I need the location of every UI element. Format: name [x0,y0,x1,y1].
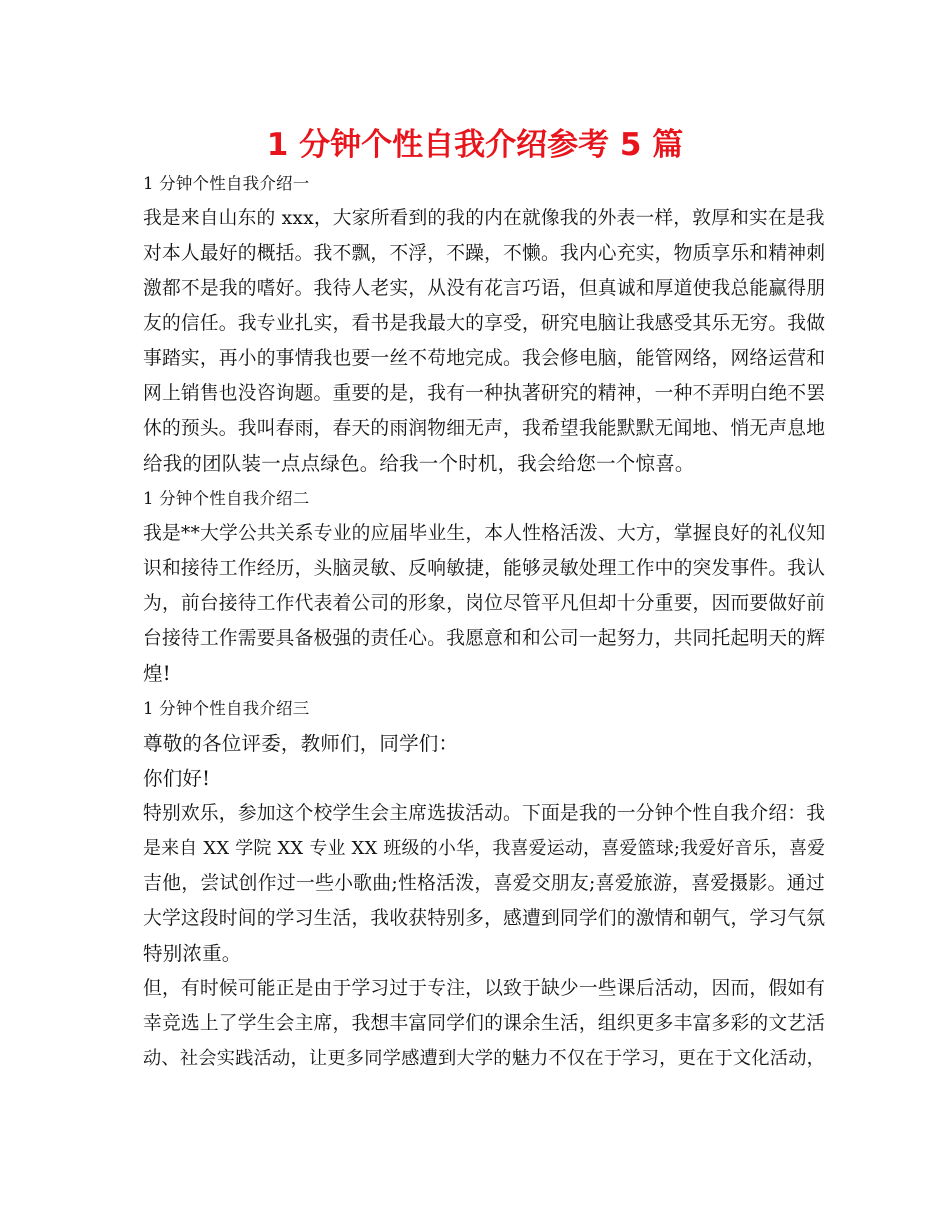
paragraph-line: 煌! [143,662,171,685]
paragraph-line: 识和接待工作经历，头脑灵敏、反响敏捷，能够灵敏处理工作中的突发事件。我认 [143,558,826,579]
paragraph-line: 友的信任。我专业扎实，看书是我最大的享受，研究电脑让我感受其乐无穷。我做 [143,313,826,334]
paragraph-line: 我是**大学公共关系专业的应届毕业生，本人性格活泼、大方，掌握良好的礼仪知 [143,523,826,544]
paragraph-line: 休的预头。我叫春雨，春天的雨润物细无声，我希望我能默默无闻地、悄无声息地 [143,418,826,439]
paragraph-line: 网上销售也没咨询题。重要的是，我有一种执著研究的精神，一种不弄明白绝不罢 [143,383,826,404]
paragraph-line: 激都不是我的嗜好。我待人老实，从没有花言巧语，但真诚和厚道使我总能赢得朋 [143,278,826,299]
paragraph-line: 幸竞选上了学生会主席，我想丰富同学们的课余生活，组织更多丰富多彩的文艺活 [143,1013,826,1034]
document-title: 1 分钟个性自我介绍参考 5 篇 [266,127,684,163]
paragraph-line: 台接待工作需要具备极强的责任心。我愿意和和公司一起努力，共同托起明天的辉 [143,628,826,649]
paragraph-line: 特别欢乐，参加这个校学生会主席选拔活动。下面是我的一分钟个性自我介绍：我 [143,803,826,824]
paragraph-line: 是来自 XX 学院 XX 专业 XX 班级的小华，我喜爱运动，喜爱篮球;我爱好音乐，喜爱 [143,838,826,859]
section-heading: 1 分钟个性自我介绍三 [143,699,310,718]
section-heading: 1 分钟个性自我介绍一 [143,174,310,193]
paragraph-line: 你们好! [143,767,211,790]
document-body [143,166,826,1076]
paragraph-line: 大学这段时间的学习生活，我收获特别多，感遭到同学们的激情和朝气，学习气氛 [143,908,826,929]
paragraph-line: 吉他，尝试创作过一些小歌曲;性格活泼，喜爱交朋友;喜爱旅游，喜爱摄影。通过 [143,872,825,894]
paragraph-line: 动、社会实践活动，让更多同学感遭到大学的魅力不仅在于学习，更在于文化活动， [143,1048,826,1069]
paragraph-line: 我是来自山东的 xxx，大家所看到的我的内在就像我的外表一样，敦厚和实在是我 [143,208,825,229]
section-heading: 1 分钟个性自我介绍二 [143,489,310,508]
paragraph-line: 对本人最好的概括。我不飘，不浮，不躁，不懒。我内心充实，物质享乐和精神刺 [143,243,826,264]
paragraph-line: 事踏实，再小的事情我也要一丝不苟地完成。我会修电脑，能管网络，网络运营和 [143,348,826,369]
paragraph-line: 但，有时候可能正是由于学习过于专注，以致于缺少一些课后活动，因而，假如有 [143,978,826,999]
paragraph-line: 给我的团队装一点点绿色。给我一个时机，我会给您一个惊喜。 [143,452,695,475]
paragraph-line: 尊敬的各位评委，教师们，同学们： [143,732,459,755]
paragraph-line: 为，前台接待工作代表着公司的形象，岗位尽管平凡但却十分重要，因而要做好前 [143,593,826,614]
paragraph-line: 特别浓重。 [143,942,242,965]
